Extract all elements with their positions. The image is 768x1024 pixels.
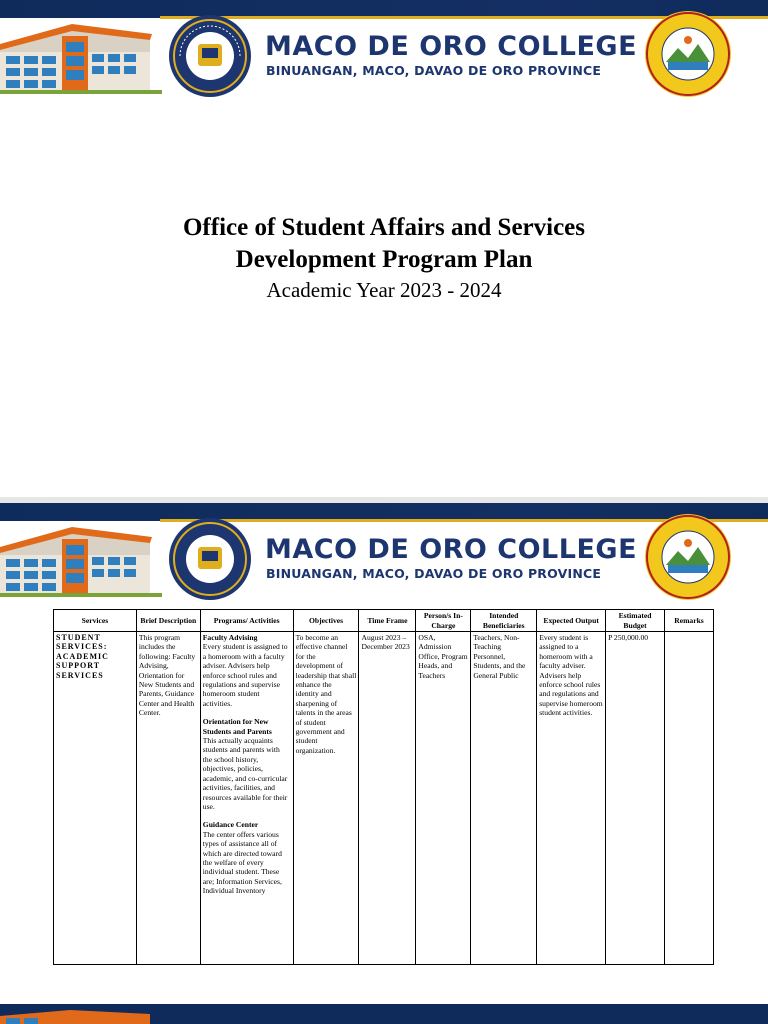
college-name: MACO DE ORO COLLEGE	[265, 534, 638, 565]
cell-expected-output: Every student is assigned to a homeroom with a faculty adviser. Advisers help enforce school rules and regulations and supervise homeroom student activities.	[537, 632, 606, 965]
maco-municipal-seal-logo	[644, 10, 732, 98]
program-guidance-center-text: The center offers various types of assistance all of which are directed toward the welfare of every individual student. These are; Information Services, Individual Inventory	[202, 829, 282, 896]
college-seal-logo	[168, 517, 252, 601]
col-header-intended-beneficiaries: Intended Beneficiaries	[471, 610, 537, 632]
college-building-illustration	[0, 509, 162, 597]
program-faculty-advising-title: Faculty Advising	[202, 633, 258, 642]
cell-brief-description: This program includes the following: Faculty Advising, Orientation for New Students and Parents, Guidance Center and Health Center.	[136, 632, 200, 965]
college-name: MACO DE ORO COLLEGE	[265, 31, 638, 62]
program-faculty-advising-text: Every student is assigned to a homeroom with a faculty adviser. Advisers help enforce school rules and regulations and supervise homeroom student activities.	[202, 642, 288, 708]
program-orientation-title: Orientation for New Students and Parents	[202, 717, 272, 736]
cover-title-line2: Development Program Plan	[235, 246, 533, 273]
cell-estimated-budget: P 250,000.00	[606, 632, 665, 965]
col-header-brief-description: Brief Description	[136, 610, 200, 632]
table-header-row	[54, 610, 714, 632]
maco-municipal-seal-logo	[644, 513, 732, 601]
college-building-illustration	[0, 1006, 162, 1024]
program-orientation-text: This actually acquaints students and parents with the school history, objectives, policies, academic, and co-curricular activities, facilities, and resources available for their use.	[202, 736, 288, 811]
cell-time-frame: August 2023 – December 2023	[359, 632, 416, 965]
col-header-services: Services	[54, 610, 137, 632]
page1-header	[0, 0, 768, 100]
cell-persons-in-charge: OSA, Admission Office, Program Heads, and Teachers	[416, 632, 471, 965]
page3-header-partial	[0, 1004, 768, 1024]
college-building-illustration	[0, 6, 162, 94]
col-header-objectives: Objectives	[293, 610, 359, 632]
cell-objectives: To become an effective channel for the development of leadership that shall enhance the identity and sharpening of talents in the areas of student government and student organization.	[293, 632, 359, 965]
cover-academic-year: Academic Year 2023 - 2024	[266, 278, 502, 302]
cell-remarks	[664, 632, 713, 965]
cover-title-line1: Office of Student Affairs and Services	[182, 214, 586, 241]
cell-programs	[200, 632, 293, 965]
program-guidance-center-title: Guidance Center	[202, 820, 259, 830]
college-address: BINUANGAN, MACO, DAVAO DE ORO PROVINCE	[266, 63, 602, 78]
cell-services: STUDENT SERVICES: ACADEMIC SUPPORT SERVICES	[54, 632, 137, 965]
page2-header	[0, 503, 768, 603]
program-plan-table	[53, 609, 714, 965]
col-header-persons-in-charge: Person/s In-Charge	[416, 610, 471, 632]
college-address: BINUANGAN, MACO, DAVAO DE ORO PROVINCE	[266, 566, 602, 581]
col-header-programs: Programs/ Activities	[200, 610, 293, 632]
col-header-remarks: Remarks	[664, 610, 713, 632]
cover-title-block	[0, 212, 768, 304]
table-row	[54, 632, 714, 965]
cell-intended-beneficiaries: Teachers, Non-Teaching Personnel, Students, and the General Public	[471, 632, 537, 965]
col-header-time-frame: Time Frame	[359, 610, 416, 632]
col-header-estimated-budget: Estimated Budget	[606, 610, 665, 632]
col-header-expected-output: Expected Output	[537, 610, 606, 632]
college-seal-logo	[168, 14, 252, 98]
